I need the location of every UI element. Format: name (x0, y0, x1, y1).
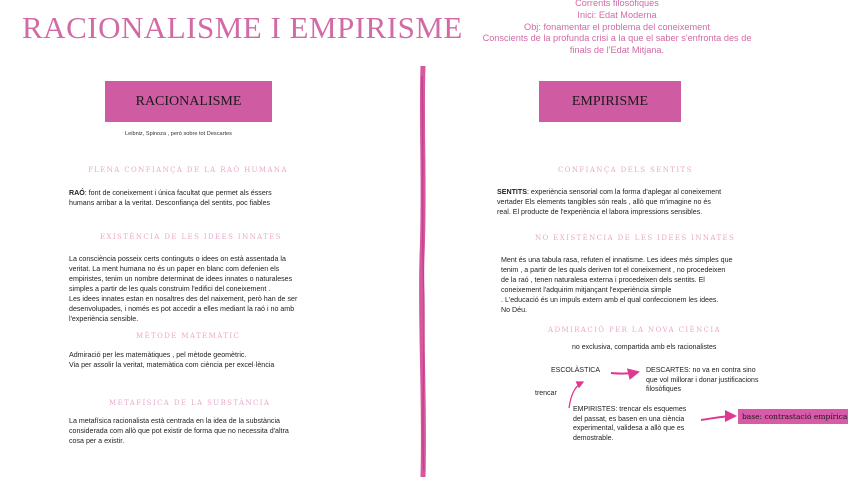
text-line: humans arribar a la veritat. Desconfiança del sentits, poc fiables (69, 199, 271, 207)
text-line: Ment és una tabula rasa, refuten el innatisme. Les idees més simples que (501, 256, 733, 264)
keyword-rao: RAÓ (69, 189, 85, 197)
text-line (497, 187, 797, 197)
base-contrastacio-box: base: contrastació empírica (738, 409, 848, 424)
text-line: considerada com allò que pot existir de forma que no necessita d'altra (69, 427, 289, 435)
text-line: del passat, es basen en una ciència (573, 415, 685, 423)
text-line: EMPIRISTES: trencar els esquemes (573, 406, 687, 413)
arrow-empiristes-base (701, 416, 735, 420)
intro-line: Corrents filosòfiques (575, 0, 659, 8)
text-line: DESCARTES: no va en contra sino (646, 367, 756, 374)
arrows-diagram (555, 360, 740, 430)
heading-idees-innates: EXISTÈNCIA DE LES IDEES INNATES (100, 233, 282, 241)
heading-rao: PLENA CONFIANÇA DE LA RAÓ HUMANA (88, 166, 288, 174)
paragraph-sentits (497, 187, 797, 217)
intro-notes (462, 0, 772, 57)
text-line (69, 188, 359, 198)
empirisme-box (539, 81, 681, 122)
text-line: que vol millorar i donar justificacions (646, 376, 759, 384)
intro-line: Inici: Edat Moderna (577, 9, 657, 20)
intro-line: finals de l'Edat Mitjana. (569, 45, 665, 56)
label-trencar: trencar (535, 390, 557, 397)
racionalisme-box (105, 81, 272, 122)
arrow-escolastica-descartes (611, 372, 638, 374)
heading-metafisica: METAFÍSICA DE LA SUBSTÀNCIA (109, 399, 271, 407)
arrow-trencar-curve (569, 382, 583, 408)
racionalisme-label: RACIONALISME (135, 93, 242, 109)
text-line: . L'educació és un impuls extern amb el qual confeccionem les idees. (501, 296, 719, 304)
text-line: filosòfiques (646, 386, 682, 393)
text-line: veritat. La ment humana no és un paper en blanc com defenien els (69, 265, 280, 273)
text-line: l'experiència sensible. (69, 315, 139, 323)
text-line: Admiració per les matemàtiques , pel mètode geomètric. (69, 351, 247, 359)
label-escolastica: ESCOLÀSTICA (551, 367, 601, 374)
text-line: cosa per a existir. (69, 437, 125, 445)
intro-line: Conscients de la profunda crisi a la que el saber s'enfronta des de (482, 33, 752, 44)
text-line: Via per assolir la veritat, matemàtica com ciència per excel·lència (69, 361, 275, 369)
text-line: de la raó , tenen naturalesa externa i procedeixen dels sentits. El (501, 276, 705, 284)
paragraph-idees-innates (69, 254, 359, 324)
text-line: coneixement l'adquirim mitjançant l'experiència simple (501, 286, 672, 294)
paragraph-metafisica (69, 416, 359, 446)
nova-ciencia-note: no exclusiva, compartida amb els racionalistes (572, 344, 717, 351)
paragraph-metode (69, 350, 359, 370)
text-line: No Déu. (501, 306, 528, 314)
heading-nova-ciencia: ADMIRACIÓ PER LA NOVA CIÈNCIA (548, 326, 721, 334)
text-line: La metafísica racionalista està centrada en la idea de la substància (69, 417, 280, 425)
text-line: experimental, validesa a allò que es (573, 425, 685, 432)
text-line: demostrable. (573, 434, 614, 442)
authors-note: Leibniz, Spinoza , però sobre tot Descartes (125, 131, 232, 137)
paragraph-no-idees-innates (501, 255, 801, 315)
keyword-sentits: SENTITS (497, 188, 527, 196)
text-line: Les idees innates estan en nosaltres des del naixement, però han de ser (69, 295, 298, 303)
text-line: vertader Els elements tangibles són reals , allò que m'imagine no és (497, 198, 711, 206)
heading-metode: MÈTODE MATEMÀTIC (136, 332, 241, 340)
text-line: empiristes, tenim un nombre determinat de idees innates o naturaleses (69, 275, 293, 283)
text-line: simples a partir de les quals construim l'edifici del coneixement . (69, 285, 271, 293)
text-span: : experiència sensorial com la forma d'aplegar al coneixement (526, 188, 722, 196)
intro-line: Obj: fonamentar el problema del coneixement (524, 21, 710, 32)
paragraph-rao (69, 188, 359, 208)
text-line: La consciència posseix certs continguts o idees on està assentada la (69, 255, 286, 263)
heading-no-idees-innates: NO EXISTÈNCIA DE LES IDEES INNATES (535, 234, 736, 242)
text-span: : font de coneixement i única facultat que permet als éssers (84, 189, 272, 197)
empirisme-label: EMPIRISME (571, 93, 649, 109)
text-line: desenvolupades, i només es pot accedir a elles mediant la raó i no amb (69, 305, 295, 313)
heading-sentits: CONFIANÇA DELS SENTITS (558, 166, 693, 174)
text-line: tenim , a partir de les quals deriven tot el coneixement , no procedeixen (501, 266, 726, 274)
divider-stroke (418, 66, 428, 477)
text-line: real. El producte de l'experiència el labora impressions sensibles. (497, 208, 703, 216)
page-title: RACIONALISME I EMPIRISME (22, 10, 463, 45)
